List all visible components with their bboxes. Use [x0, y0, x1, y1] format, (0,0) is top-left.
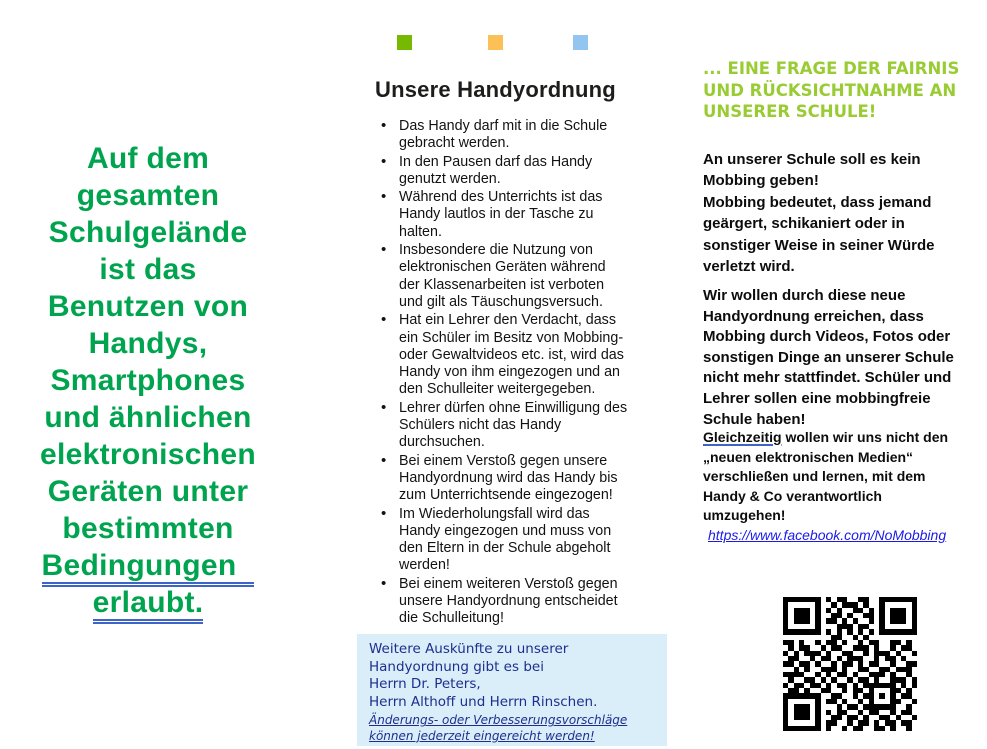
- fairness-heading-line: UNSERER SCHULE!: [703, 102, 877, 121]
- blue-square-icon: [573, 35, 588, 50]
- media-paragraph-rest: wollen wir uns nicht den „neuen elektronischen Medien“ verschließen und lernen, mit dem Handy & Co verantwortlich umzugehen!: [703, 429, 949, 524]
- left-statement-line: ist das: [99, 253, 197, 286]
- suggestion-note: Änderungs- oder Verbesserungsvorschläge können jederzeit eingereicht werden!: [369, 713, 628, 743]
- contact-info-line: Weitere Auskünfte zu unserer: [369, 641, 569, 657]
- left-statement-line: und ähnlichen: [44, 401, 252, 434]
- facebook-link[interactable]: https://www.facebook.com/NoMobbing: [708, 527, 947, 543]
- contact-info-box: [357, 634, 667, 746]
- rule-item: • Lehrer dürfen ohne Einwilligung des Schülers nicht das Handy durchsuchen.: [376, 400, 628, 452]
- fairness-heading: [703, 58, 983, 123]
- left-statement-line: Benutzen von: [47, 290, 249, 323]
- fairness-heading-line: ... EINE FRAGE DER FAIRNIS: [703, 59, 960, 78]
- left-statement-line: Bedingungen: [16, 547, 280, 584]
- contact-info-line: Herrn Dr. Peters,: [369, 676, 481, 693]
- rule-item: • Insbesondere die Nutzung von elektronischen Geräten während der Klassenarbeiten ist verboten und gilt als Täuschungsversuch.: [376, 242, 628, 311]
- rule-item: • Im Wiederholungsfall wird das Handy eingezogen und muss von den Eltern in der Schule abgeholt werden!: [376, 506, 628, 575]
- rule-item: • Bei einem Verstoß gegen unsere Handyordnung wird das Handy bis zum Unterrichtsende eingezogen!: [376, 453, 628, 505]
- left-statement-line: Schulgelände: [48, 216, 248, 249]
- rule-item: • In den Pausen darf das Handy genutzt werden.: [376, 154, 628, 189]
- gleichzeitig-underlined: Gleichzeitig: [703, 429, 782, 445]
- contact-info-line: Handyordnung gibt es bei: [369, 658, 544, 675]
- left-statement-line: bestimmten: [62, 512, 234, 545]
- goal-paragraph: Wir wollen durch diese neue Handyordnung erreichen, dass Mobbing durch Videos, Fotos oder sonstigen Dinge an unserer Schule nicht mehr stattfindet. Schüler und Lehrer sollen eine mobbingfreie Schule haben!: [703, 287, 954, 428]
- section-title: Unsere Handyordnung: [375, 77, 616, 102]
- left-statement-line: Geräten unter: [47, 475, 249, 508]
- left-statement-line: Auf dem: [86, 142, 210, 175]
- rule-item: • Während des Unterrichts ist das Handy lautlos in der Tasche zu halten.: [376, 189, 628, 241]
- left-statement-line: elektronischen: [40, 438, 256, 471]
- rules-bullet-list: [376, 118, 628, 629]
- mobbing-paragraph-line: An unserer Schule soll es kein Mobbing geben!: [703, 151, 921, 190]
- rule-item: • Bei einem weiteren Verstoß gegen unsere Handyordnung entscheidet die Schulleitung!: [376, 576, 628, 628]
- fairness-heading-line: UND RÜCKSICHTNAHME AN: [703, 80, 957, 100]
- mobbing-paragraph-line: Mobbing bedeutet, dass jemand geärgert, schikaniert oder in sonstiger Weise in seiner Würde verletzt wird.: [703, 193, 935, 276]
- qr-module: [912, 726, 917, 731]
- mobbing-paragraph: [703, 149, 959, 277]
- left-statement: [16, 140, 280, 621]
- qr-code: [783, 597, 917, 731]
- orange-square-icon: [488, 35, 503, 50]
- left-statement-line: erlaubt.: [16, 584, 280, 621]
- rule-item: • Das Handy darf mit in die Schule gebracht werden.: [376, 118, 628, 153]
- contact-info-line: Herrn Althoff und Herrn Rinschen.: [369, 693, 598, 710]
- rule-item: • Hat ein Lehrer den Verdacht, dass ein Schüler im Besitz von Mobbing- oder Gewaltvideos etc. ist, wird das Handy von ihm eingezogen und an den Schulleiter weitergegeben.: [376, 312, 628, 398]
- contact-info-lines: [369, 641, 657, 711]
- left-statement-line: gesamten: [76, 179, 220, 212]
- left-statement-line: Handys,: [88, 327, 208, 360]
- green-square-icon: [397, 35, 412, 50]
- media-paragraph: [703, 428, 963, 526]
- left-statement-line: Smartphones: [50, 364, 246, 397]
